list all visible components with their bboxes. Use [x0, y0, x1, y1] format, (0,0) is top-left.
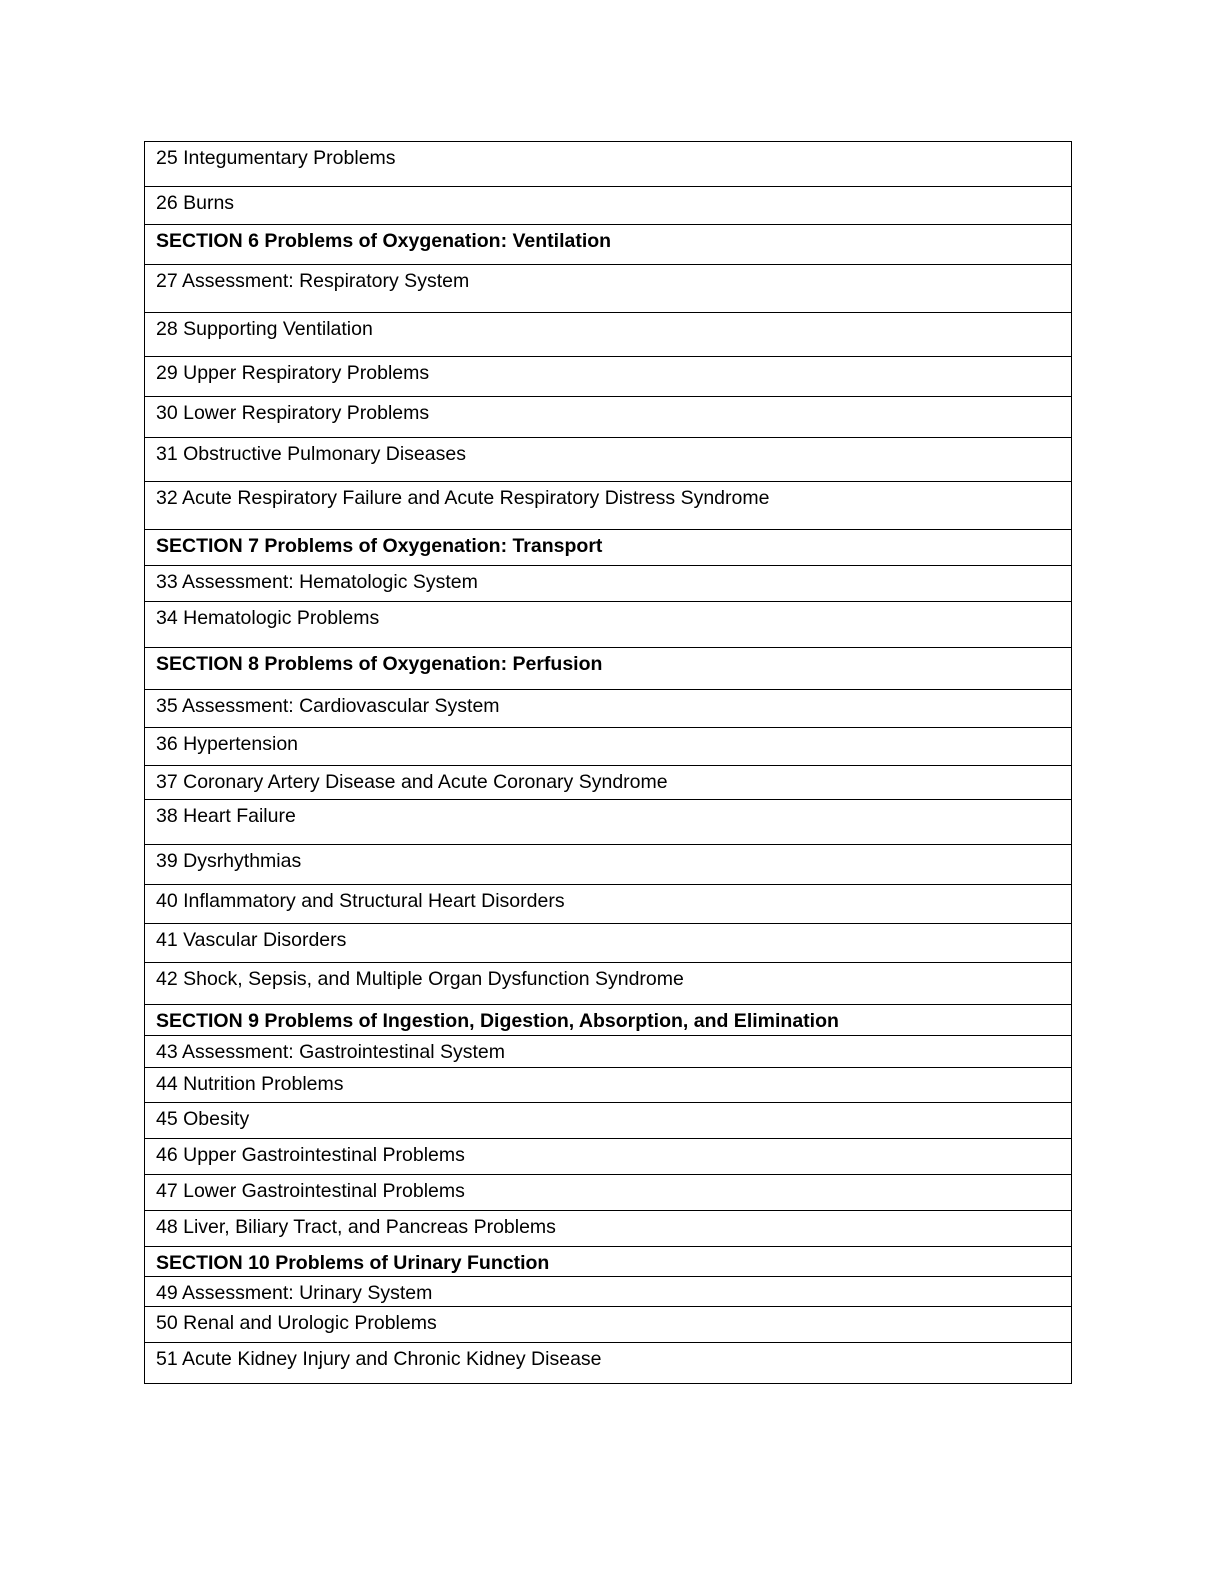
toc-entry: 45 Obesity	[145, 1103, 1072, 1139]
section-heading-row	[145, 1005, 1072, 1036]
table-row	[145, 1139, 1072, 1175]
table-row	[145, 1211, 1072, 1247]
table-row	[145, 313, 1072, 357]
section-heading: SECTION 7 Problems of Oxygenation: Transport	[145, 530, 1072, 566]
table-row	[145, 438, 1072, 482]
toc-entry: 41 Vascular Disorders	[145, 924, 1072, 963]
section-heading: SECTION 6 Problems of Oxygenation: Ventilation	[145, 225, 1072, 265]
toc-entry: 35 Assessment: Cardiovascular System	[145, 690, 1072, 728]
table-row	[145, 1343, 1072, 1384]
table-row	[145, 397, 1072, 438]
table-row	[145, 728, 1072, 766]
toc-entry: 26 Burns	[145, 187, 1072, 225]
table-row	[145, 800, 1072, 845]
toc-entry: 31 Obstructive Pulmonary Diseases	[145, 438, 1072, 482]
table-row	[145, 566, 1072, 602]
table-row	[145, 1068, 1072, 1103]
table-row	[145, 1175, 1072, 1211]
toc-entry: 29 Upper Respiratory Problems	[145, 357, 1072, 397]
table-row	[145, 963, 1072, 1005]
toc-entry: 49 Assessment: Urinary System	[145, 1277, 1072, 1307]
toc-entry: 38 Heart Failure	[145, 800, 1072, 845]
section-heading: SECTION 10 Problems of Urinary Function	[145, 1247, 1072, 1277]
toc-entry: 36 Hypertension	[145, 728, 1072, 766]
table-of-contents	[144, 141, 1072, 1384]
table-row	[145, 142, 1072, 187]
table-row	[145, 885, 1072, 924]
toc-entry: 47 Lower Gastrointestinal Problems	[145, 1175, 1072, 1211]
table-row	[145, 357, 1072, 397]
toc-entry: 30 Lower Respiratory Problems	[145, 397, 1072, 438]
table-row	[145, 602, 1072, 648]
table-row	[145, 1036, 1072, 1068]
section-heading-row	[145, 1247, 1072, 1277]
section-heading-row	[145, 530, 1072, 566]
table-row	[145, 924, 1072, 963]
table-row	[145, 1307, 1072, 1343]
toc-entry: 27 Assessment: Respiratory System	[145, 265, 1072, 313]
toc-entry: 46 Upper Gastrointestinal Problems	[145, 1139, 1072, 1175]
table-row	[145, 187, 1072, 225]
toc-entry: 34 Hematologic Problems	[145, 602, 1072, 648]
toc-entry: 43 Assessment: Gastrointestinal System	[145, 1036, 1072, 1068]
section-heading-row	[145, 225, 1072, 265]
table-row	[145, 1103, 1072, 1139]
toc-entry: 50 Renal and Urologic Problems	[145, 1307, 1072, 1343]
table-row	[145, 265, 1072, 313]
toc-entry: 28 Supporting Ventilation	[145, 313, 1072, 357]
section-heading: SECTION 9 Problems of Ingestion, Digestion, Absorption, and Elimination	[145, 1005, 1072, 1036]
toc-entry: 33 Assessment: Hematologic System	[145, 566, 1072, 602]
toc-entry: 51 Acute Kidney Injury and Chronic Kidney Disease	[145, 1343, 1072, 1384]
table-row	[145, 690, 1072, 728]
toc-entry: 39 Dysrhythmias	[145, 845, 1072, 885]
section-heading: SECTION 8 Problems of Oxygenation: Perfusion	[145, 648, 1072, 690]
toc-entry: 48 Liver, Biliary Tract, and Pancreas Problems	[145, 1211, 1072, 1247]
table-row	[145, 845, 1072, 885]
table-row	[145, 1277, 1072, 1307]
section-heading-row	[145, 648, 1072, 690]
toc-entry: 44 Nutrition Problems	[145, 1068, 1072, 1103]
table-row	[145, 482, 1072, 530]
toc-entry: 32 Acute Respiratory Failure and Acute Respiratory Distress Syndrome	[145, 482, 1072, 530]
table-row	[145, 766, 1072, 800]
toc-entry: 40 Inflammatory and Structural Heart Disorders	[145, 885, 1072, 924]
toc-entry: 25 Integumentary Problems	[145, 142, 1072, 187]
toc-entry: 42 Shock, Sepsis, and Multiple Organ Dysfunction Syndrome	[145, 963, 1072, 1005]
toc-entry: 37 Coronary Artery Disease and Acute Coronary Syndrome	[145, 766, 1072, 800]
